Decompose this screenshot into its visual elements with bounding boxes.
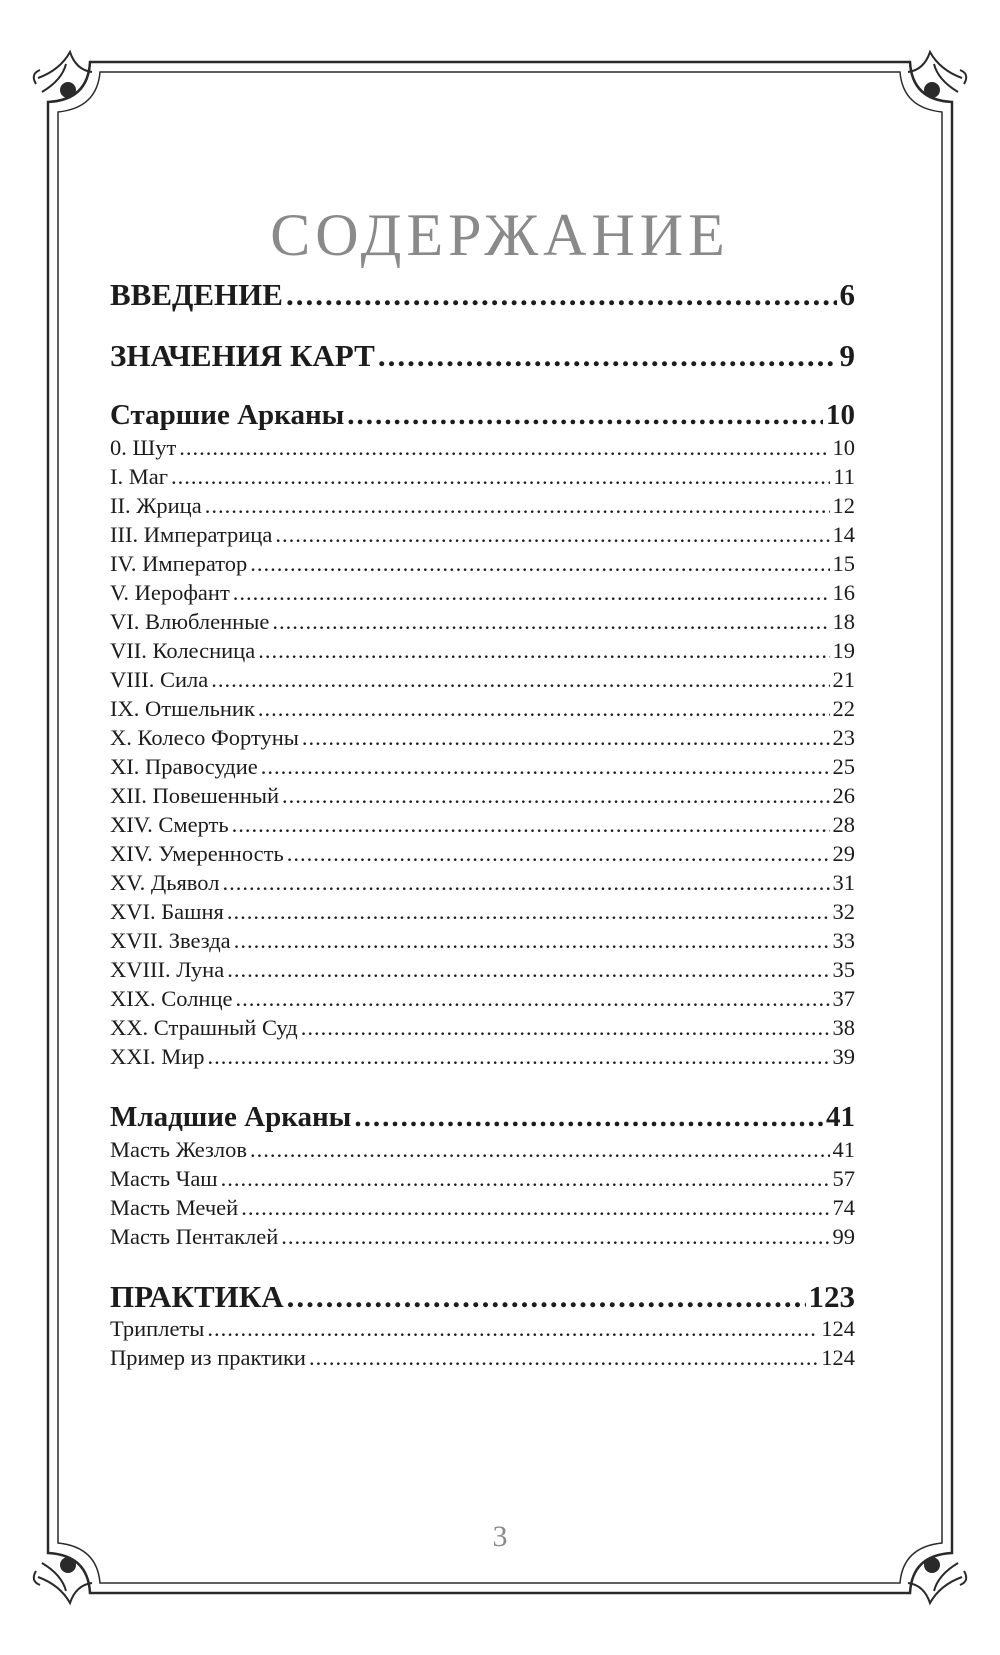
dot-leader — [208, 1044, 830, 1070]
dot-leader — [286, 277, 837, 313]
page-number: 3 — [492, 1520, 508, 1553]
toc-entry-label: I. Маг — [110, 464, 168, 489]
toc-page-number: 22 — [832, 696, 855, 721]
toc-entry[interactable] — [110, 754, 855, 780]
toc-entry[interactable] — [110, 522, 855, 548]
toc-page-number: 16 — [832, 580, 855, 605]
toc-page-number: 14 — [832, 522, 855, 547]
dot-leader — [282, 783, 829, 809]
toc-entry[interactable] — [110, 1044, 855, 1070]
corner-ornament-bottom-left — [34, 1558, 92, 1603]
dot-leader — [309, 1345, 818, 1371]
toc-entry-label: VII. Колесница — [110, 638, 256, 663]
toc-entry-label: XI. Правосудие — [110, 754, 258, 779]
toc-entry[interactable] — [110, 957, 855, 983]
dot-leader — [179, 435, 829, 461]
toc-page-number: 29 — [832, 841, 855, 866]
toc-page-number: 32 — [832, 899, 855, 924]
toc-entry[interactable] — [110, 464, 855, 490]
toc-page-number: 41 — [832, 1137, 855, 1162]
toc-entry-label: XVIII. Луна — [110, 957, 225, 982]
toc-section-label: ПРАКТИКА — [110, 1279, 284, 1314]
toc-page-number: 35 — [832, 957, 855, 982]
corner-ornament-top-left — [34, 52, 92, 97]
toc-entry[interactable] — [110, 928, 855, 954]
toc-section-card-meanings[interactable] — [110, 338, 855, 374]
dot-leader — [250, 551, 829, 577]
toc-entry-label: Пример из практики — [110, 1345, 306, 1370]
toc-page-number: 11 — [833, 464, 855, 489]
toc-entry-label: VI. Влюбленные — [110, 609, 270, 634]
toc-entry-label: 0. Шут — [110, 435, 177, 460]
toc-entry[interactable] — [110, 696, 855, 722]
dot-leader — [258, 696, 830, 722]
toc-entry-label: XVII. Звезда — [110, 928, 231, 953]
dot-leader — [287, 841, 830, 867]
toc-entry[interactable] — [110, 725, 855, 751]
toc-entry[interactable] — [110, 899, 855, 925]
toc-entry-label: VIII. Сила — [110, 667, 209, 692]
toc-page-number: 10 — [826, 399, 855, 431]
toc-entry-label: XVI. Башня — [110, 899, 224, 924]
dot-leader — [222, 870, 829, 896]
dot-leader — [378, 338, 837, 374]
toc-entry-label: Масть Мечей — [110, 1195, 239, 1220]
toc-entry-label: XXI. Мир — [110, 1044, 205, 1069]
toc-page-number: 12 — [832, 493, 855, 518]
dot-leader — [354, 1101, 823, 1134]
corner-ornament-bottom-right — [908, 1558, 966, 1603]
toc-entry-label: Масть Чаш — [110, 1166, 218, 1191]
toc-entry[interactable] — [110, 1137, 855, 1163]
toc-entry[interactable] — [110, 1224, 855, 1250]
toc-entry[interactable] — [110, 1345, 855, 1371]
toc-page-number: 31 — [832, 870, 855, 895]
toc-page-number: 15 — [832, 551, 855, 576]
toc-entry-label: XII. Повешенный — [110, 783, 280, 808]
toc-entry[interactable] — [110, 1166, 855, 1192]
toc-page-number: 57 — [832, 1166, 855, 1191]
dot-leader — [287, 1279, 806, 1315]
toc-page-number: 41 — [826, 1101, 855, 1133]
toc-entry[interactable] — [110, 812, 855, 838]
toc-entry[interactable] — [110, 986, 855, 1012]
dot-leader — [234, 928, 830, 954]
toc-entry[interactable] — [110, 435, 855, 461]
toc-entry-label: XIX. Солнце — [110, 986, 233, 1011]
toc-entry-label: IX. Отшельник — [110, 696, 255, 721]
dot-leader — [241, 1195, 829, 1221]
dot-leader — [233, 580, 830, 606]
toc-page-number: 23 — [832, 725, 855, 750]
toc-section-label: ЗНАЧЕНИЯ КАРТ — [110, 338, 375, 373]
toc-entry-label: Масть Жезлов — [110, 1137, 247, 1162]
toc-entry[interactable] — [110, 1316, 855, 1342]
toc-entry[interactable] — [110, 609, 855, 635]
toc-page-number: 33 — [832, 928, 855, 953]
toc-entry-label: IV. Император — [110, 551, 248, 576]
dot-leader — [171, 464, 830, 490]
toc-entry-label: Триплеты — [110, 1316, 205, 1341]
table-of-contents — [110, 0, 855, 1655]
toc-page-number: 39 — [832, 1044, 855, 1069]
toc-page-number: 19 — [832, 638, 855, 663]
toc-entry[interactable] — [110, 580, 855, 606]
toc-entry-label: XX. Страшный Суд — [110, 1015, 298, 1040]
dot-leader — [347, 399, 823, 432]
toc-subsection-label: Младшие Арканы — [110, 1101, 352, 1133]
dot-leader — [221, 1166, 830, 1192]
corner-ornament-top-right — [908, 52, 966, 97]
toc-page-number: 21 — [832, 667, 855, 692]
dot-leader — [275, 522, 829, 548]
dot-leader — [207, 1316, 818, 1342]
toc-page-number: 28 — [832, 812, 855, 837]
toc-page-number: 99 — [832, 1224, 855, 1249]
toc-entry-label: V. Иерофант — [110, 580, 230, 605]
toc-page-number: 38 — [832, 1015, 855, 1040]
page-title: СОДЕРЖАНИЕ — [270, 202, 730, 268]
dot-leader — [236, 986, 830, 1012]
toc-entry[interactable] — [110, 841, 855, 867]
toc-entry-label: II. Жрица — [110, 493, 202, 518]
toc-entry-label: XIV. Умеренность — [110, 841, 284, 866]
toc-page-number: 124 — [821, 1345, 855, 1370]
toc-entry[interactable] — [110, 493, 855, 519]
toc-entry[interactable] — [110, 870, 855, 896]
toc-page-number: 74 — [832, 1195, 855, 1220]
toc-entry[interactable] — [110, 638, 855, 664]
dot-leader — [272, 609, 829, 635]
dot-leader — [258, 638, 829, 664]
dot-leader — [301, 1015, 830, 1041]
toc-entry[interactable] — [110, 667, 855, 693]
toc-section-practice[interactable] — [110, 1279, 855, 1315]
toc-entry-label: Масть Пентаклей — [110, 1224, 279, 1249]
toc-page-number: 37 — [832, 986, 855, 1011]
toc-subsection-label: Старшие Арканы — [110, 399, 345, 431]
dot-leader — [302, 725, 830, 751]
toc-entry-label: XIV. Смерть — [110, 812, 229, 837]
toc-section-introduction[interactable] — [110, 277, 855, 313]
dot-leader — [261, 754, 830, 780]
toc-page-number: 6 — [839, 277, 855, 312]
toc-entry[interactable] — [110, 783, 855, 809]
toc-page-number: 124 — [821, 1316, 855, 1341]
toc-entry-label: X. Колесо Фортуны — [110, 725, 299, 750]
toc-entry-label: XV. Дьявол — [110, 870, 220, 895]
toc-entry[interactable] — [110, 1015, 855, 1041]
dot-leader — [250, 1137, 830, 1163]
dot-leader — [227, 957, 829, 983]
dot-leader — [211, 667, 829, 693]
dot-leader — [227, 899, 830, 925]
toc-entry-label: III. Императрица — [110, 522, 273, 547]
toc-entry[interactable] — [110, 551, 855, 577]
toc-subsection-major-arcana[interactable] — [110, 399, 855, 432]
toc-page-number: 10 — [832, 435, 855, 460]
toc-page-number: 18 — [832, 609, 855, 634]
toc-page-number: 25 — [832, 754, 855, 779]
dot-leader — [281, 1224, 829, 1250]
toc-entry[interactable] — [110, 1195, 855, 1221]
dot-leader — [232, 812, 830, 838]
toc-page-number: 123 — [808, 1279, 855, 1314]
toc-page-number: 9 — [839, 338, 855, 373]
toc-page-number: 26 — [832, 783, 855, 808]
toc-section-label: ВВЕДЕНИЕ — [110, 277, 283, 312]
dot-leader — [205, 493, 830, 519]
toc-subsection-minor-arcana[interactable] — [110, 1101, 855, 1134]
